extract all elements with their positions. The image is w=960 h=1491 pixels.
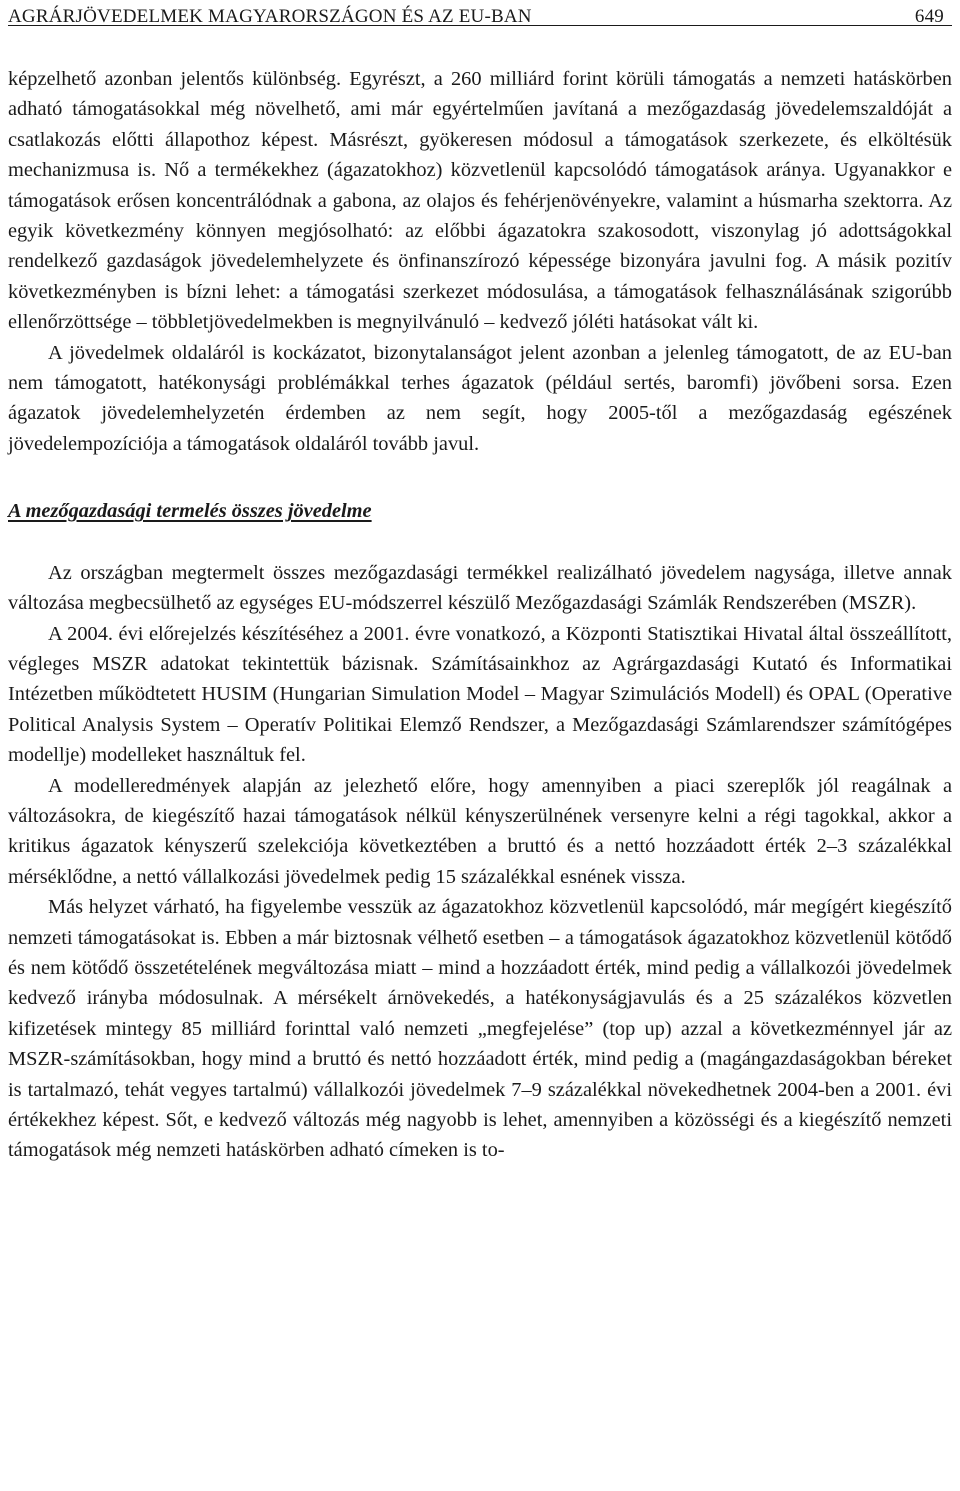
- paragraph-2: A jövedelmek oldaláról is kockázatot, bizonytalanságot jelent azonban a jelenleg támogatott, de az EU-ban nem támogatott, hatékonysági problémákkal terhes ágazatok (például sertés, baromfi) jövőbeni sorsa. Ezen ágazatok jövedelemhelyzetén érdemben az nem segít, hogy 2005-től a mezőgazdaság egészének jövedelempozíciója a támogatások oldaláról tovább javul.: [8, 341, 952, 455]
- paragraph-6: Más helyzet várható, ha figyelembe vesszük az ágazatokhoz közvetlenül kapcsolódó, már megígért kiegészítő nemzeti támogatásokat is. Ebben a már biztosnak vélhető esetben – a támogatások ágazatokhoz közvetlenül kötődő és nem kötődő összetételének megváltozása miatt – mind a hozzáadott érték, mind pedig a vállalkozói jövedelmek kedvező irányba módosulnak. A mérsékelt árnövekedés, a hatékonyságjavulás és a 25 százalékos közvetlen kifizetések mintegy 85 milliárd forinttal való nemzeti „megfejelése” (top up) azzal a következménnyel jár az MSZR-számításokban, hogy mind a bruttó és nettó hozzáadott érték, mind pedig a (magángazdaságokban béreket is tartalmazó, tehát vegyes tartalmú) vállalkozói jövedelmek 7–9 százalékkal növekedhetnek 2004-ben a 2001. évi értékekhez képest. Sőt, e kedvező változás még nagyobb is lehet, amennyiben a közösségi és a kiegészítő nemzeti támogatások még nemzeti hatáskörben adható címeken is to-: [8, 896, 952, 1162]
- paragraph-4: A 2004. évi előrejelzés készítéséhez a 2001. évre vonatkozó, a Központi Statisztikai Hivatal által összeállított, végleges MSZR adatokat tekintettük bázisnak. Számításainkhoz az Agrárgazdasági Kutató és Informatikai Intézetben működtetett HUSIM (Hungarian Simulation Model – Magyar Szimulációs Modell) és OPAL (Operative Political Analysis System – Operatív Politikai Elemző Rendszer, a Mezőgazdasági Számlarendszer számítógépes modellje) modelleket használtuk fel.: [8, 622, 952, 767]
- document-page: [8, 0, 952, 1166]
- section-heading: A mezőgazdasági termelés összes jövedelme: [8, 500, 372, 523]
- running-title: AGRÁRJÖVEDELMEK MAGYARORSZÁGON ÉS AZ EU-BAN: [8, 6, 532, 27]
- page-number: 649: [914, 6, 944, 27]
- paragraph-5: A modelleredmények alapján az jelezhető előre, hogy amennyiben a piaci szereplők jól reagálnak a változásokra, de kiegészítő hazai támogatások nélkül kényszerülnének versenyre kelni a régi tagokkal, akkor a kritikus ágazatok kényszerű szelekciója következtében a bruttó és a nettó hozzáadott érték 2–3 százalékkal mérséklődne, a nettó vállalkozási jövedelmek pedig 15 százalékkal esnének vissza.: [8, 774, 952, 888]
- running-header: [8, 0, 952, 26]
- paragraph-1: képzelhető azonban jelentős különbség. Egyrészt, a 260 milliárd forint körüli támogatás a nemzeti hatáskörben adható támogatásokkal még növelhető, ami már egyértelműen javítaná a mezőgazdaság jövedelemszaldóját a csatlakozás előtti állapothoz képest. Másrészt, gyökeresen módosul a támogatások szerkezete, és elköltésük mechanizmusa is. Nő a termékekhez (ágazatokhoz) közvetlenül kapcsolódó támogatások aránya. Ugyanakkor e támogatások erősen koncentrálódnak a gabona, az olajos és fehérjenövényekre, valamint a húsmarha szektorra. Az egyik következmény könnyen megjósolható: az előbbi ágazatokra szakosodott, viszonylag jó adottságokkal rendelkező gazdaságok jövedelemhelyzete és önfinanszírozó képessége bizonyára javulni fog. A másik pozitív következményben is bízni lehet: a támogatási szerkezet módosulása, a támogatások felhasználásának szigorúbb ellenőrzöttsége – többletjövedelmekben is megnyilvánuló – kedvező jóléti hatásokat vált ki.: [8, 68, 952, 334]
- paragraph-3: Az országban megtermelt összes mezőgazdasági termékkel realizálható jövedelem nagysága, illetve annak változása megbecsülhető az egységes EU-módszerrel készülő Mezőgazdasági Számlák Rendszerében (MSZR).: [8, 561, 952, 615]
